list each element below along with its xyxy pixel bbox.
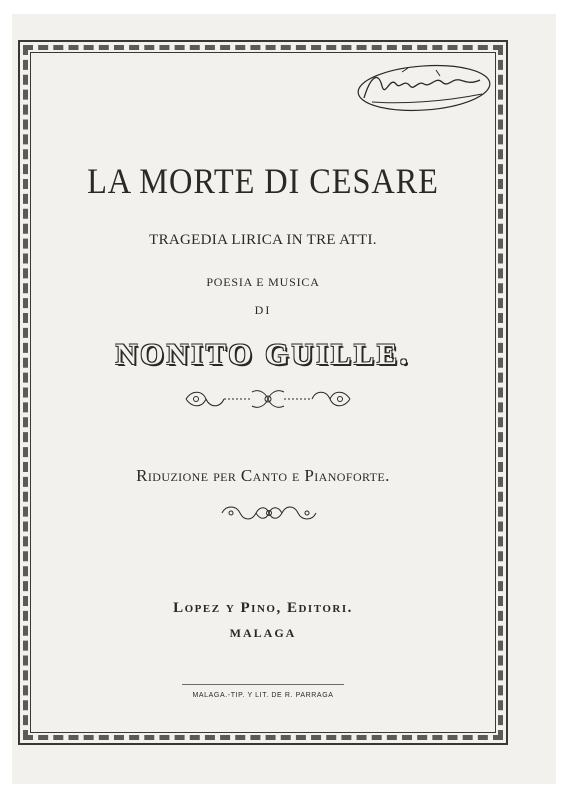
ornament-divider-bottom [218, 502, 320, 524]
opera-subtitle: TRAGEDIA LIRICA IN TRE ATTI. [149, 232, 377, 248]
ornament-divider-top [182, 386, 354, 412]
publisher-city: MALAGA [229, 626, 297, 640]
opera-title: LA MORTE DI CESARE [87, 161, 439, 201]
printer-rule [182, 684, 344, 685]
credit-prefix: DI [254, 303, 272, 317]
reduction-note: Riduzione per Canto e Pianoforte. [136, 466, 390, 485]
publisher-name: Lopez y Pino, Editori. [173, 600, 353, 616]
credit-line: POESIA E MUSICA [206, 275, 320, 289]
handwritten-signature [352, 58, 492, 118]
printer-imprint: MALAGA.-TIP. Y LIT. DE R. PARRAGA [192, 692, 334, 699]
composer-name: NONITO GUILLE. [115, 338, 411, 371]
